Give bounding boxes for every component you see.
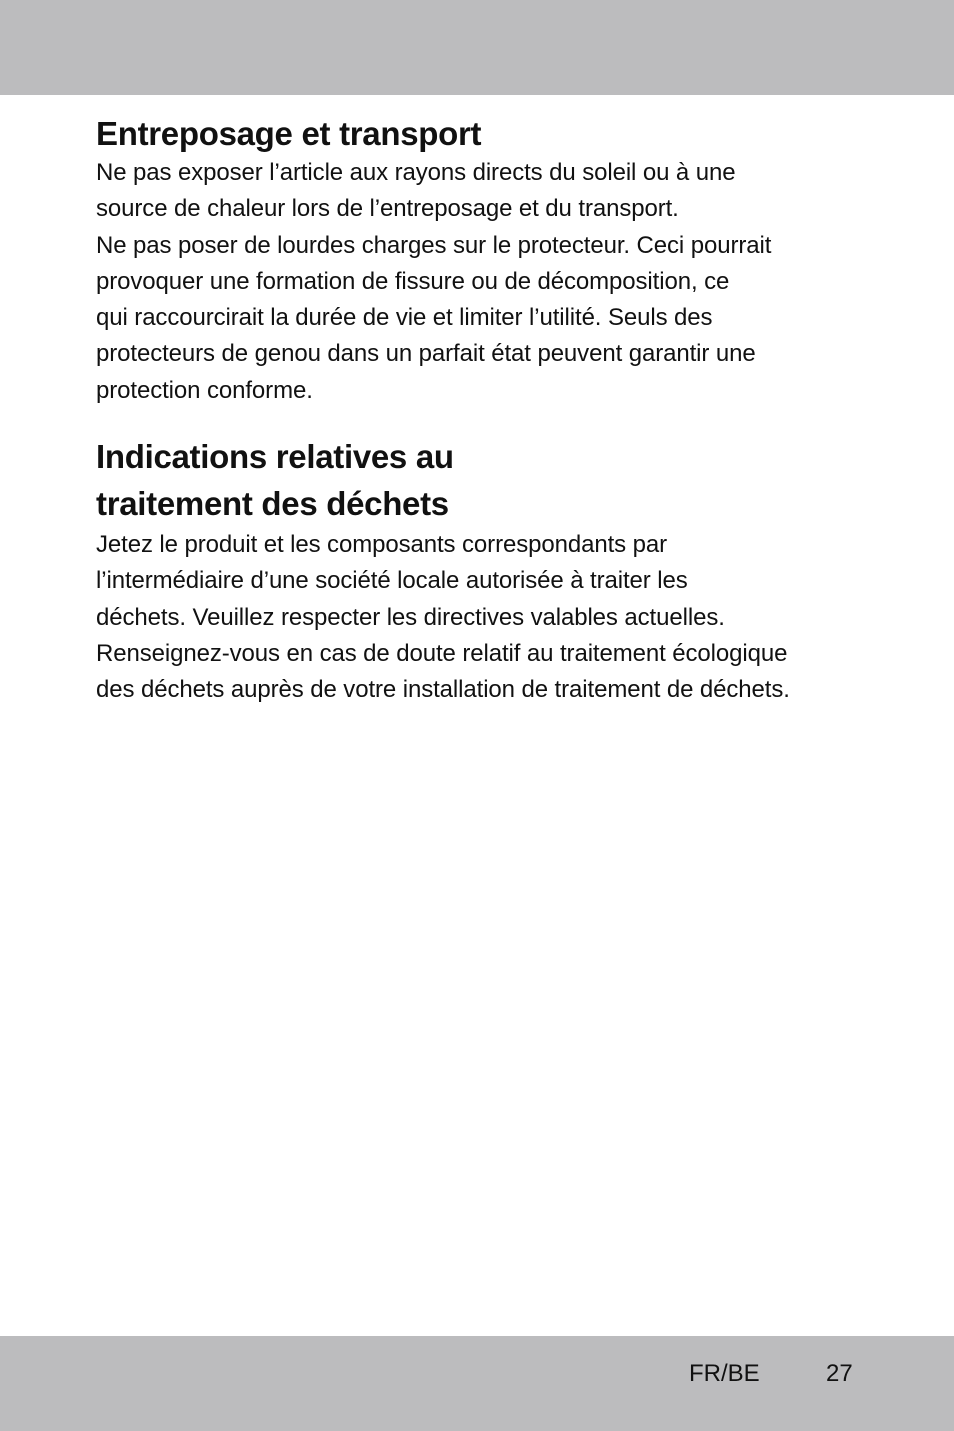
section-paragraph: Ne pas poser de lourdes charges sur le protecteur. Ceci pourrait provoquer une formation de fissure ou de décomposition, ce qui raccourcirait la durée de vie et limiter l’utilité. Seuls des protecteurs de genou dans un parfait état peuvent garantir une protection conforme. [96,231,772,404]
storage-transport-section [96,113,896,409]
section-paragraph: Jetez le produit et les composants correspondants par l’intermédiaire d’une société locale autorisée à traiter les déchets. Veuillez respecter les directives valables actuelles. Renseignez-vous en cas de doute relatif au traitement écologique des déchets auprès de votre installation de traitement de déchets. [96,531,790,704]
section-paragraph: Ne pas exposer l’article aux rayons directs du soleil ou à une source de chaleur lors de l’entreposage et du transport. [96,159,736,223]
section-heading: Indications relatives au traitement des déchets [96,438,454,523]
section-heading: Entreposage et transport [96,115,482,152]
page-content [96,113,896,709]
header-band [0,0,954,95]
waste-disposal-section [96,433,896,708]
footer-band [0,1336,954,1431]
footer-language-code: FR/BE [689,1360,760,1387]
page-number: 27 [826,1360,853,1387]
